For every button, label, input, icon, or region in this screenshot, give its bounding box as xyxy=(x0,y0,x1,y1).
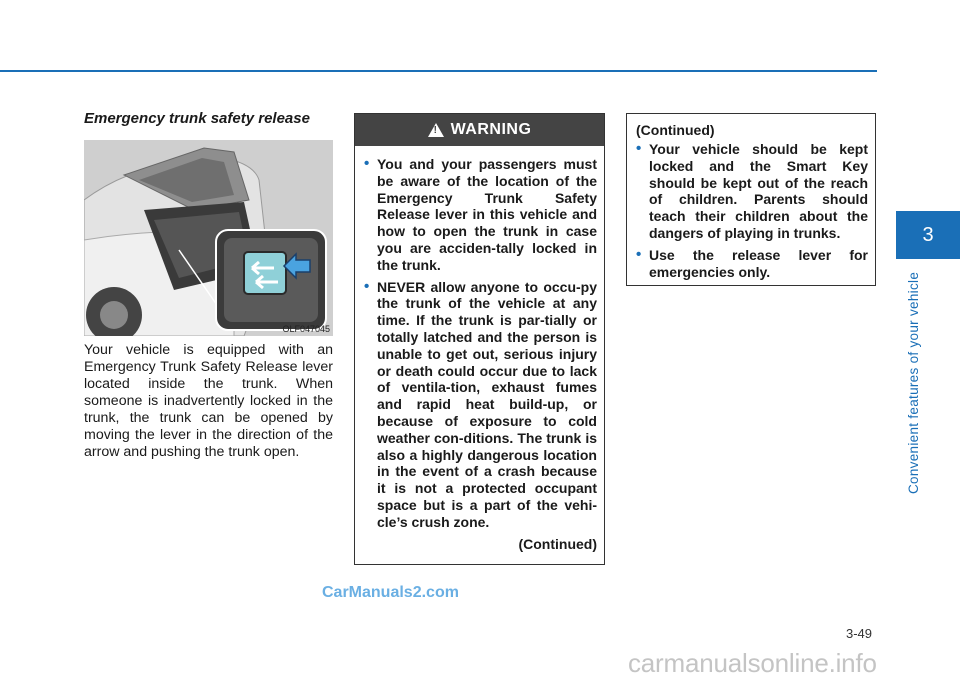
page-number: 3-49 xyxy=(846,626,873,641)
trunk-release-illustration xyxy=(84,140,333,336)
section-title: Emergency trunk safety release xyxy=(84,110,310,127)
warning-continuation-box xyxy=(626,113,876,286)
warning-continued: (Continued) xyxy=(518,535,597,552)
watermark-top: CarManuals2.com xyxy=(322,584,459,601)
watermark-bottom: carmanualsonline.info xyxy=(628,648,877,678)
warning-list xyxy=(355,146,604,531)
warning-item: • Use the release lever for emergencies only. xyxy=(636,247,868,281)
warning-item: • You and your passengers must be aware of the location of the Emergency Trunk Safety Release lever in this vehicle and how to open the trunk in case you are acciden-tally locked in the trunk. xyxy=(364,156,597,274)
chapter-tab: 3 xyxy=(896,211,960,259)
warning-box xyxy=(354,113,605,565)
continuation-list xyxy=(636,141,868,280)
warning-item: • NEVER allow anyone to occu-py the trunk of the vehicle at any time. If the trunk is par-tially or totally latched and the person is unable to get out, serious injury or death could occur due to lack of ventila-tion, exhaust fumes and rapid heat build-up, or because of exposure to cold weather con-ditions. The trunk is also a highly dangerous location in the event of a crash because it is not a protected occupant space but is a part of the vehi-cle’s crush zone. xyxy=(364,279,597,531)
body-paragraph: Your vehicle is equipped with an Emergency Trunk Safety Release lever located inside the trunk. When someone is inadvertently locked in the trunk, the trunk can be opened by moving the lever in the direction of the arrow and pushing the trunk open. xyxy=(84,342,333,460)
car-trunk-drawing xyxy=(84,140,333,336)
warning-header xyxy=(355,114,604,146)
warning-item: • Your vehicle should be kept locked and the Smart Key should be kept out of the reach of children. Parents should teach their children about the dangers of playing in trunks. xyxy=(636,141,868,242)
chapter-title: Convenient features of your vehicle xyxy=(906,271,921,494)
warning-triangle-icon: ! xyxy=(428,123,444,137)
continued-label: (Continued) xyxy=(636,122,715,138)
header-rule xyxy=(0,70,877,72)
figure-code: OLF047045 xyxy=(282,324,330,334)
warning-title: WARNING xyxy=(450,121,532,138)
